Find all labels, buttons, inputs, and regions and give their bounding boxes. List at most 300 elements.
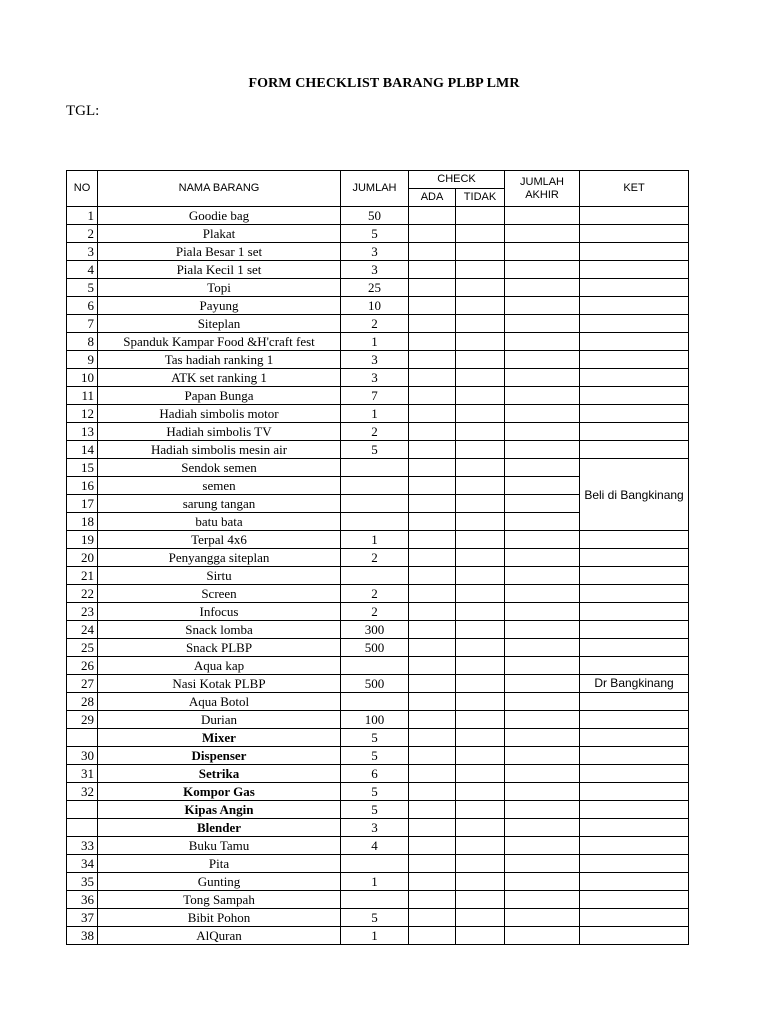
check-ada-cell xyxy=(409,261,456,279)
check-ada-cell xyxy=(409,387,456,405)
row-number: 19 xyxy=(67,531,98,549)
item-name: Siteplan xyxy=(98,315,341,333)
check-ada-cell xyxy=(409,711,456,729)
check-ada-cell xyxy=(409,909,456,927)
check-tidak-cell xyxy=(456,423,505,441)
check-ada-cell xyxy=(409,675,456,693)
ket-cell xyxy=(580,657,689,675)
jumlah-akhir-cell xyxy=(505,549,580,567)
row-number: 33 xyxy=(67,837,98,855)
table-row xyxy=(67,531,689,549)
item-quantity: 3 xyxy=(341,369,409,387)
item-quantity xyxy=(341,513,409,531)
jumlah-akhir-cell xyxy=(505,837,580,855)
item-quantity: 2 xyxy=(341,423,409,441)
header-ket: KET xyxy=(580,171,689,207)
row-number: 11 xyxy=(67,387,98,405)
check-tidak-cell xyxy=(456,891,505,909)
ket-cell xyxy=(580,711,689,729)
item-quantity: 5 xyxy=(341,747,409,765)
jumlah-akhir-cell xyxy=(505,621,580,639)
ket-cell xyxy=(580,927,689,945)
check-tidak-cell xyxy=(456,261,505,279)
table-row xyxy=(67,675,689,693)
jumlah-akhir-cell xyxy=(505,927,580,945)
item-quantity: 3 xyxy=(341,351,409,369)
item-name: Setrika xyxy=(98,765,341,783)
item-quantity xyxy=(341,693,409,711)
jumlah-akhir-cell xyxy=(505,423,580,441)
check-ada-cell xyxy=(409,513,456,531)
row-number: 6 xyxy=(67,297,98,315)
checklist-table xyxy=(66,170,689,945)
check-tidak-cell xyxy=(456,243,505,261)
ket-cell xyxy=(580,405,689,423)
ket-cell xyxy=(580,819,689,837)
check-ada-cell xyxy=(409,747,456,765)
check-tidak-cell xyxy=(456,207,505,225)
jumlah-akhir-cell xyxy=(505,297,580,315)
check-ada-cell xyxy=(409,765,456,783)
row-number: 14 xyxy=(67,441,98,459)
check-tidak-cell xyxy=(456,729,505,747)
ket-cell xyxy=(580,549,689,567)
jumlah-akhir-cell xyxy=(505,783,580,801)
item-name: Sirtu xyxy=(98,567,341,585)
ket-cell xyxy=(580,369,689,387)
item-quantity: 1 xyxy=(341,531,409,549)
jumlah-akhir-cell xyxy=(505,351,580,369)
row-number: 28 xyxy=(67,693,98,711)
row-number: 15 xyxy=(67,459,98,477)
table-row xyxy=(67,351,689,369)
table-row xyxy=(67,621,689,639)
table-row xyxy=(67,873,689,891)
item-name: Pita xyxy=(98,855,341,873)
check-tidak-cell xyxy=(456,675,505,693)
check-tidak-cell xyxy=(456,747,505,765)
row-number: 34 xyxy=(67,855,98,873)
row-number: 38 xyxy=(67,927,98,945)
check-ada-cell xyxy=(409,837,456,855)
item-quantity: 500 xyxy=(341,675,409,693)
item-quantity: 4 xyxy=(341,837,409,855)
table-row xyxy=(67,369,689,387)
item-quantity xyxy=(341,891,409,909)
check-tidak-cell xyxy=(456,855,505,873)
table-row xyxy=(67,567,689,585)
ket-cell xyxy=(580,621,689,639)
jumlah-akhir-cell xyxy=(505,747,580,765)
jumlah-akhir-cell xyxy=(505,639,580,657)
item-name: Papan Bunga xyxy=(98,387,341,405)
check-ada-cell xyxy=(409,279,456,297)
item-name: Infocus xyxy=(98,603,341,621)
item-quantity: 6 xyxy=(341,765,409,783)
row-number: 27 xyxy=(67,675,98,693)
check-ada-cell xyxy=(409,729,456,747)
table-row xyxy=(67,765,689,783)
check-ada-cell xyxy=(409,333,456,351)
header-tidak: TIDAK xyxy=(456,189,505,207)
item-quantity: 2 xyxy=(341,315,409,333)
table-row xyxy=(67,639,689,657)
row-number: 8 xyxy=(67,333,98,351)
table-row xyxy=(67,225,689,243)
item-name: sarung tangan xyxy=(98,495,341,513)
row-number: 21 xyxy=(67,567,98,585)
table-row xyxy=(67,855,689,873)
table-row xyxy=(67,729,689,747)
jumlah-akhir-cell xyxy=(505,513,580,531)
check-ada-cell xyxy=(409,441,456,459)
item-name: Penyangga siteplan xyxy=(98,549,341,567)
item-quantity: 5 xyxy=(341,729,409,747)
row-number: 26 xyxy=(67,657,98,675)
row-number: 32 xyxy=(67,783,98,801)
jumlah-akhir-cell xyxy=(505,441,580,459)
table-row xyxy=(67,657,689,675)
item-name: Topi xyxy=(98,279,341,297)
row-number: 4 xyxy=(67,261,98,279)
item-name: Nasi Kotak PLBP xyxy=(98,675,341,693)
jumlah-akhir-cell xyxy=(505,261,580,279)
item-quantity: 10 xyxy=(341,297,409,315)
item-quantity: 300 xyxy=(341,621,409,639)
item-quantity: 1 xyxy=(341,405,409,423)
item-quantity: 50 xyxy=(341,207,409,225)
item-quantity: 25 xyxy=(341,279,409,297)
jumlah-akhir-cell xyxy=(505,585,580,603)
jumlah-akhir-cell xyxy=(505,405,580,423)
ket-cell xyxy=(580,225,689,243)
table-row xyxy=(67,261,689,279)
item-name: AlQuran xyxy=(98,927,341,945)
item-name: Kipas Angin xyxy=(98,801,341,819)
table-body xyxy=(67,207,689,945)
date-label: TGL: xyxy=(66,103,100,119)
row-number: 24 xyxy=(67,621,98,639)
ket-cell xyxy=(580,873,689,891)
table-row xyxy=(67,297,689,315)
item-name: Hadiah simbolis motor xyxy=(98,405,341,423)
item-name: Bibit Pohon xyxy=(98,909,341,927)
jumlah-akhir-cell xyxy=(505,819,580,837)
check-ada-cell xyxy=(409,207,456,225)
row-number: 35 xyxy=(67,873,98,891)
item-quantity: 5 xyxy=(341,225,409,243)
table-row xyxy=(67,585,689,603)
check-ada-cell xyxy=(409,873,456,891)
check-ada-cell xyxy=(409,855,456,873)
item-quantity xyxy=(341,855,409,873)
item-quantity: 5 xyxy=(341,441,409,459)
item-name: Aqua Botol xyxy=(98,693,341,711)
item-quantity xyxy=(341,459,409,477)
item-quantity: 2 xyxy=(341,603,409,621)
item-name: ATK set ranking 1 xyxy=(98,369,341,387)
item-name: Snack PLBP xyxy=(98,639,341,657)
item-name: Tong Sampah xyxy=(98,891,341,909)
table-row xyxy=(67,243,689,261)
ket-cell xyxy=(580,639,689,657)
item-quantity: 500 xyxy=(341,639,409,657)
check-ada-cell xyxy=(409,225,456,243)
ket-cell xyxy=(580,891,689,909)
check-tidak-cell xyxy=(456,603,505,621)
row-number: 22 xyxy=(67,585,98,603)
check-tidak-cell xyxy=(456,513,505,531)
ket-cell xyxy=(580,585,689,603)
check-ada-cell xyxy=(409,405,456,423)
check-ada-cell xyxy=(409,315,456,333)
check-ada-cell xyxy=(409,585,456,603)
check-tidak-cell xyxy=(456,549,505,567)
item-name: Gunting xyxy=(98,873,341,891)
table-row xyxy=(67,801,689,819)
check-tidak-cell xyxy=(456,441,505,459)
table-row xyxy=(67,891,689,909)
check-tidak-cell xyxy=(456,783,505,801)
check-tidak-cell xyxy=(456,873,505,891)
check-tidak-cell xyxy=(456,693,505,711)
form-title: FORM CHECKLIST BARANG PLBP LMR xyxy=(248,76,520,91)
ket-cell xyxy=(580,351,689,369)
check-ada-cell xyxy=(409,603,456,621)
check-tidak-cell xyxy=(456,405,505,423)
table-row xyxy=(67,927,689,945)
item-name: Hadiah simbolis mesin air xyxy=(98,441,341,459)
check-ada-cell xyxy=(409,531,456,549)
ket-cell xyxy=(580,243,689,261)
item-quantity xyxy=(341,495,409,513)
check-ada-cell xyxy=(409,495,456,513)
item-name: Spanduk Kampar Food &H'craft fest xyxy=(98,333,341,351)
row-number: 31 xyxy=(67,765,98,783)
item-quantity xyxy=(341,657,409,675)
item-name: Durian xyxy=(98,711,341,729)
item-quantity: 5 xyxy=(341,783,409,801)
check-ada-cell xyxy=(409,693,456,711)
jumlah-akhir-cell xyxy=(505,855,580,873)
ket-cell xyxy=(580,261,689,279)
table-row xyxy=(67,423,689,441)
item-quantity: 3 xyxy=(341,819,409,837)
header-check: CHECK xyxy=(409,171,505,189)
row-number: 37 xyxy=(67,909,98,927)
ket-cell xyxy=(580,387,689,405)
jumlah-akhir-cell xyxy=(505,495,580,513)
item-name: semen xyxy=(98,477,341,495)
check-tidak-cell xyxy=(456,333,505,351)
check-ada-cell xyxy=(409,639,456,657)
row-number: 13 xyxy=(67,423,98,441)
jumlah-akhir-cell xyxy=(505,477,580,495)
item-name: Buku Tamu xyxy=(98,837,341,855)
jumlah-akhir-cell xyxy=(505,729,580,747)
ket-cell xyxy=(580,747,689,765)
row-number: 10 xyxy=(67,369,98,387)
check-ada-cell xyxy=(409,801,456,819)
row-number: 12 xyxy=(67,405,98,423)
item-quantity: 3 xyxy=(341,261,409,279)
ket-cell xyxy=(580,567,689,585)
check-tidak-cell xyxy=(456,567,505,585)
ket-cell xyxy=(580,801,689,819)
table-row xyxy=(67,315,689,333)
ket-cell xyxy=(580,207,689,225)
jumlah-akhir-cell xyxy=(505,909,580,927)
check-tidak-cell xyxy=(456,387,505,405)
check-tidak-cell xyxy=(456,315,505,333)
check-ada-cell xyxy=(409,477,456,495)
ket-cell xyxy=(580,729,689,747)
row-number: 3 xyxy=(67,243,98,261)
table-row xyxy=(67,333,689,351)
jumlah-akhir-cell xyxy=(505,333,580,351)
ket-cell: Beli di Bangkinang xyxy=(580,459,689,531)
jumlah-akhir-cell xyxy=(505,315,580,333)
jumlah-akhir-cell xyxy=(505,387,580,405)
table-row xyxy=(67,693,689,711)
check-tidak-cell xyxy=(456,801,505,819)
row-number: 23 xyxy=(67,603,98,621)
row-number: 29 xyxy=(67,711,98,729)
row-number: 18 xyxy=(67,513,98,531)
header-nama-barang: NAMA BARANG xyxy=(98,171,341,207)
check-tidak-cell xyxy=(456,765,505,783)
item-name: Mixer xyxy=(98,729,341,747)
table-row xyxy=(67,549,689,567)
ket-cell xyxy=(580,531,689,549)
row-number: 36 xyxy=(67,891,98,909)
item-name: Piala Kecil 1 set xyxy=(98,261,341,279)
item-name: Sendok semen xyxy=(98,459,341,477)
check-ada-cell xyxy=(409,243,456,261)
check-ada-cell xyxy=(409,423,456,441)
header-ada: ADA xyxy=(409,189,456,207)
header-jumlah-akhir: JUMLAH AKHIR xyxy=(505,171,580,207)
item-name: batu bata xyxy=(98,513,341,531)
check-tidak-cell xyxy=(456,819,505,837)
check-ada-cell xyxy=(409,351,456,369)
row-number xyxy=(67,729,98,747)
row-number: 16 xyxy=(67,477,98,495)
table-row xyxy=(67,387,689,405)
check-ada-cell xyxy=(409,783,456,801)
ket-cell xyxy=(580,693,689,711)
item-quantity: 5 xyxy=(341,909,409,927)
check-tidak-cell xyxy=(456,297,505,315)
check-tidak-cell xyxy=(456,531,505,549)
item-quantity: 2 xyxy=(341,549,409,567)
ket-cell xyxy=(580,315,689,333)
check-tidak-cell xyxy=(456,225,505,243)
row-number xyxy=(67,801,98,819)
header-jumlah: JUMLAH xyxy=(341,171,409,207)
item-quantity xyxy=(341,477,409,495)
item-quantity: 1 xyxy=(341,873,409,891)
item-name: Screen xyxy=(98,585,341,603)
ket-cell xyxy=(580,297,689,315)
jumlah-akhir-cell xyxy=(505,873,580,891)
item-name: Terpal 4x6 xyxy=(98,531,341,549)
check-tidak-cell xyxy=(456,621,505,639)
check-tidak-cell xyxy=(456,369,505,387)
check-ada-cell xyxy=(409,369,456,387)
item-quantity: 1 xyxy=(341,333,409,351)
ket-cell xyxy=(580,855,689,873)
item-quantity: 5 xyxy=(341,801,409,819)
item-quantity: 2 xyxy=(341,585,409,603)
row-number: 2 xyxy=(67,225,98,243)
item-name: Piala Besar 1 set xyxy=(98,243,341,261)
check-ada-cell xyxy=(409,549,456,567)
check-tidak-cell xyxy=(456,711,505,729)
table-row xyxy=(67,441,689,459)
ket-cell: Dr Bangkinang xyxy=(580,675,689,693)
table-row xyxy=(67,603,689,621)
jumlah-akhir-cell xyxy=(505,765,580,783)
header-no: NO xyxy=(67,171,98,207)
table-row xyxy=(67,819,689,837)
item-quantity: 3 xyxy=(341,243,409,261)
ket-cell xyxy=(580,333,689,351)
table-row xyxy=(67,711,689,729)
jumlah-akhir-cell xyxy=(505,891,580,909)
table-row xyxy=(67,783,689,801)
row-number: 30 xyxy=(67,747,98,765)
item-name: Payung xyxy=(98,297,341,315)
item-name: Snack lomba xyxy=(98,621,341,639)
check-tidak-cell xyxy=(456,351,505,369)
check-tidak-cell xyxy=(456,495,505,513)
ket-cell xyxy=(580,837,689,855)
item-name: Blender xyxy=(98,819,341,837)
table-row xyxy=(67,909,689,927)
check-tidak-cell xyxy=(456,279,505,297)
jumlah-akhir-cell xyxy=(505,459,580,477)
ket-cell xyxy=(580,783,689,801)
check-tidak-cell xyxy=(456,837,505,855)
item-quantity: 7 xyxy=(341,387,409,405)
check-ada-cell xyxy=(409,891,456,909)
table-row xyxy=(67,405,689,423)
check-ada-cell xyxy=(409,657,456,675)
item-name: Dispenser xyxy=(98,747,341,765)
check-tidak-cell xyxy=(456,477,505,495)
check-tidak-cell xyxy=(456,459,505,477)
table-row xyxy=(67,747,689,765)
row-number: 7 xyxy=(67,315,98,333)
item-quantity: 100 xyxy=(341,711,409,729)
jumlah-akhir-cell xyxy=(505,279,580,297)
jumlah-akhir-cell xyxy=(505,369,580,387)
ket-cell xyxy=(580,279,689,297)
table-row xyxy=(67,279,689,297)
item-name: Goodie bag xyxy=(98,207,341,225)
check-ada-cell xyxy=(409,459,456,477)
item-quantity: 1 xyxy=(341,927,409,945)
ket-cell xyxy=(580,909,689,927)
row-number: 5 xyxy=(67,279,98,297)
check-tidak-cell xyxy=(456,909,505,927)
jumlah-akhir-cell xyxy=(505,711,580,729)
check-ada-cell xyxy=(409,297,456,315)
ket-cell xyxy=(580,765,689,783)
row-number: 1 xyxy=(67,207,98,225)
jumlah-akhir-cell xyxy=(505,531,580,549)
